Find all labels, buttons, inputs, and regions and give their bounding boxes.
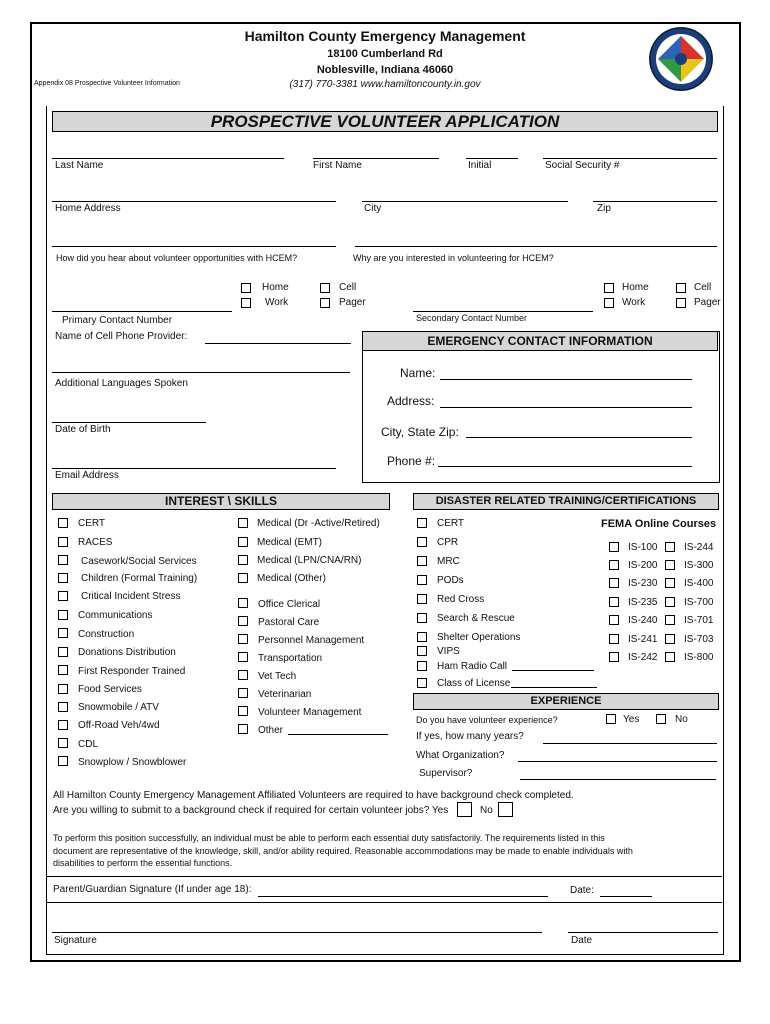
fema-course: IS-300 <box>684 560 714 571</box>
initial-line[interactable] <box>466 158 518 159</box>
zip-label: Zip <box>597 203 611 214</box>
training-checkbox[interactable] <box>417 646 427 656</box>
home-address-label: Home Address <box>55 203 121 214</box>
signature-divider-2 <box>47 902 722 903</box>
fema-course: IS-240 <box>628 615 658 626</box>
fema-course: IS-235 <box>628 597 658 608</box>
fema-checkbox[interactable] <box>609 542 619 552</box>
experience-org-line[interactable] <box>518 761 717 762</box>
zip-line[interactable] <box>593 201 717 202</box>
fema-course: IS-241 <box>628 634 658 645</box>
signature-label: Signature <box>54 935 97 946</box>
fema-checkbox[interactable] <box>665 597 675 607</box>
interest-item: Snowmobile / ATV <box>78 702 159 713</box>
fema-checkbox[interactable] <box>665 578 675 588</box>
secondary-cell-label: Cell <box>694 282 712 293</box>
experience-no-label: No <box>675 714 688 725</box>
fema-course: IS-800 <box>684 652 714 663</box>
fema-title: FEMA Online Courses <box>601 518 717 530</box>
training-title: DISASTER RELATED TRAINING/CERTIFICATIONS <box>413 493 719 510</box>
experience-supervisor-label: Supervisor? <box>419 768 473 779</box>
form-title: PROSPECTIVE VOLUNTEER APPLICATION <box>52 111 718 132</box>
interest-item: Medical (Dr -Active/Retired) <box>257 518 380 529</box>
interest-checkbox[interactable] <box>238 555 248 565</box>
first-name-line[interactable] <box>313 158 439 159</box>
fema-checkbox[interactable] <box>665 615 675 625</box>
interest-item: Medical (Other) <box>257 573 326 584</box>
training-item: Ham Radio Call <box>437 661 508 672</box>
interest-checkbox[interactable] <box>58 684 68 694</box>
signature-date-label: Date <box>571 935 593 946</box>
interest-checkbox[interactable] <box>238 616 248 626</box>
interest-item: Vet Tech <box>258 671 297 682</box>
training-item: CERT <box>437 518 465 529</box>
background-check-requirement: All Hamilton County Emergency Management Affiliated Volunteers are required to have background check completed. <box>53 790 574 801</box>
emergency-city-label: City, State Zip: <box>381 425 459 439</box>
training-checkbox[interactable] <box>417 678 427 688</box>
org-address-city: Noblesville, Indiana 46060 <box>316 64 454 76</box>
experience-yes-label: Yes <box>623 714 640 725</box>
parent-signature-line[interactable] <box>258 896 548 897</box>
org-contact: (317) 770-3381 www.hamiltoncounty.in.gov <box>289 79 481 90</box>
interest-checkbox[interactable] <box>58 720 68 730</box>
why-interested-line[interactable] <box>355 246 717 247</box>
interest-checkbox[interactable] <box>238 652 248 662</box>
interest-item: Food Services <box>78 684 142 695</box>
home-address-line[interactable] <box>52 201 336 202</box>
secondary-contact-line[interactable] <box>413 311 593 312</box>
training-checkbox[interactable] <box>417 537 427 547</box>
first-name-label: First Name <box>313 160 362 171</box>
fema-course: IS-703 <box>684 634 714 645</box>
interest-checkbox[interactable] <box>58 628 68 638</box>
interest-checkbox[interactable] <box>238 598 248 608</box>
dob-line[interactable] <box>52 422 206 423</box>
interest-item: Off-Road Veh/4wd <box>78 720 160 731</box>
training-item: MRC <box>437 556 460 567</box>
ssn-line[interactable] <box>543 158 717 159</box>
email-label: Email Address <box>55 470 119 481</box>
interest-item: Casework/Social Services <box>81 556 197 567</box>
primary-pager-checkbox[interactable] <box>320 298 330 308</box>
secondary-cell-checkbox[interactable] <box>676 283 686 293</box>
languages-line[interactable] <box>52 372 350 373</box>
fema-checkbox[interactable] <box>609 578 619 588</box>
interest-checkbox[interactable] <box>58 647 68 657</box>
interest-checkbox[interactable] <box>238 634 248 644</box>
interest-checkbox[interactable] <box>58 756 68 766</box>
last-name-label: Last Name <box>55 160 104 171</box>
secondary-work-label: Work <box>622 297 646 308</box>
fema-course: IS-701 <box>684 615 714 626</box>
ssn-label: Social Security # <box>545 160 620 171</box>
interest-skills-title: INTEREST \ SKILLS <box>52 493 390 510</box>
form-inner-border <box>46 106 724 955</box>
essential-duties-line1: To perform this position successfully, an individual must be able to perform each essential duty satisfactorily. The requirements listed in this <box>53 833 605 843</box>
interest-checkbox[interactable] <box>58 665 68 675</box>
initial-label: Initial <box>468 160 492 171</box>
emergency-contact-title: EMERGENCY CONTACT INFORMATION <box>362 331 718 351</box>
interest-item: Construction <box>78 629 135 640</box>
emergency-address-label: Address: <box>387 394 435 408</box>
training-item: VIPS <box>437 646 460 657</box>
interest-item: RACES <box>78 537 113 548</box>
county-seal-icon <box>648 26 714 92</box>
interest-item: Communications <box>78 610 153 621</box>
signature-date-line[interactable] <box>568 932 718 933</box>
class-license-line[interactable] <box>511 687 597 688</box>
secondary-work-checkbox[interactable] <box>604 298 614 308</box>
experience-question: Do you have volunteer experience? <box>416 715 558 725</box>
fema-checkbox[interactable] <box>665 542 675 552</box>
emergency-city-line[interactable] <box>466 437 692 438</box>
fema-course: IS-700 <box>684 597 714 608</box>
fema-checkbox[interactable] <box>609 560 619 570</box>
interest-item: Personnel Management <box>258 635 365 646</box>
interest-checkbox[interactable] <box>238 670 248 680</box>
experience-title: EXPERIENCE <box>413 693 719 710</box>
cell-provider-label: Name of Cell Phone Provider: <box>55 331 188 342</box>
dob-label: Date of Birth <box>55 424 111 435</box>
background-check-question: Are you willing to submit to a background check if required for certain volunteer jobs? Yes <box>53 805 449 816</box>
emergency-address-line[interactable] <box>440 407 692 408</box>
interest-item: Veterinarian <box>258 689 312 700</box>
interest-item: Critical Incident Stress <box>81 591 181 602</box>
interest-item: Volunteer Management <box>258 707 362 718</box>
interest-item: Pastoral Care <box>258 617 320 628</box>
interest-checkbox[interactable] <box>58 518 68 528</box>
fema-checkbox[interactable] <box>609 652 619 662</box>
signature-divider <box>47 876 722 877</box>
secondary-pager-label: Pager <box>694 297 721 308</box>
fema-course: IS-244 <box>684 542 714 553</box>
essential-duties-line3: disabilities to perform the essential functions. <box>53 858 233 868</box>
how-heard-label: How did you hear about volunteer opportunities with HCEM? <box>56 253 298 263</box>
background-no-label: No <box>480 805 493 816</box>
org-name: Hamilton County Emergency Management <box>244 28 526 44</box>
interest-item: Children (Formal Training) <box>81 573 198 584</box>
training-item: Search & Rescue <box>437 613 515 624</box>
fema-course: IS-200 <box>628 560 658 571</box>
cell-provider-line[interactable] <box>205 343 351 344</box>
interest-checkbox[interactable] <box>58 591 68 601</box>
primary-cell-label: Cell <box>339 282 357 293</box>
experience-org-label: What Organization? <box>416 750 505 761</box>
primary-contact-line[interactable] <box>52 311 232 312</box>
interest-item: Office Clerical <box>258 599 321 610</box>
appendix-label: Appendix 08 Prospective Volunteer Information <box>34 80 180 87</box>
email-line[interactable] <box>52 468 336 469</box>
training-checkbox[interactable] <box>417 661 427 671</box>
fema-checkbox[interactable] <box>609 615 619 625</box>
primary-pager-label: Pager <box>339 297 366 308</box>
experience-yes-checkbox[interactable] <box>606 714 616 724</box>
primary-cell-checkbox[interactable] <box>320 283 330 293</box>
primary-work-label: Work <box>265 297 289 308</box>
interest-item: Medical (LPN/CNA/RN) <box>257 555 362 566</box>
experience-no-checkbox[interactable] <box>656 714 666 724</box>
interest-item: CDL <box>78 739 99 750</box>
other-line[interactable] <box>288 734 388 735</box>
fema-course: IS-100 <box>628 542 658 553</box>
interest-checkbox[interactable] <box>58 738 68 748</box>
fema-checkbox[interactable] <box>665 652 675 662</box>
training-checkbox[interactable] <box>417 556 427 566</box>
emergency-phone-line[interactable] <box>438 466 692 467</box>
training-item: Red Cross <box>437 594 485 605</box>
background-yes-box[interactable] <box>457 802 472 817</box>
training-checkbox[interactable] <box>417 632 427 642</box>
primary-contact-label: Primary Contact Number <box>62 315 173 326</box>
city-line[interactable] <box>362 201 568 202</box>
fema-checkbox[interactable] <box>609 597 619 607</box>
emergency-name-label: Name: <box>400 366 436 380</box>
experience-years-line[interactable] <box>543 743 717 744</box>
interest-checkbox[interactable] <box>238 724 248 734</box>
secondary-contact-label: Secondary Contact Number <box>416 313 528 323</box>
last-name-line[interactable] <box>52 158 284 159</box>
interest-checkbox[interactable] <box>238 537 248 547</box>
interest-item: Donations Distribution <box>78 647 176 658</box>
why-interested-label: Why are you interested in volunteering for HCEM? <box>353 253 554 263</box>
languages-label: Additional Languages Spoken <box>55 378 188 389</box>
how-heard-line[interactable] <box>52 246 336 247</box>
essential-duties-line2: document are representative of the knowledge, skill, and/or ability required. Reasonable accommodations may be made to enable individuals with <box>53 846 633 856</box>
fema-course: IS-400 <box>684 578 714 589</box>
training-item: Class of License <box>437 678 511 689</box>
ham-radio-line[interactable] <box>512 670 594 671</box>
interest-checkbox[interactable] <box>58 537 68 547</box>
experience-supervisor-line[interactable] <box>520 779 716 780</box>
training-checkbox[interactable] <box>417 575 427 585</box>
training-checkbox[interactable] <box>417 613 427 623</box>
experience-years-label: If yes, how many years? <box>416 731 524 742</box>
interest-item: CERT <box>78 518 106 529</box>
primary-home-label: Home <box>262 282 289 293</box>
primary-work-checkbox[interactable] <box>241 298 251 308</box>
emergency-phone-label: Phone #: <box>387 454 436 468</box>
parent-date-label: Date: <box>570 885 594 896</box>
interest-item: Transportation <box>258 653 323 664</box>
interest-item: Other <box>258 725 284 736</box>
interest-checkbox[interactable] <box>238 518 248 528</box>
interest-item: Snowplow / Snowblower <box>78 757 187 768</box>
interest-checkbox[interactable] <box>58 702 68 712</box>
training-item: CPR <box>437 537 459 548</box>
parent-date-line[interactable] <box>600 896 652 897</box>
interest-checkbox[interactable] <box>58 573 68 583</box>
training-item: PODs <box>437 575 464 586</box>
signature-line[interactable] <box>52 932 542 933</box>
org-address-street: 18100 Cumberland Rd <box>327 48 443 60</box>
background-no-box[interactable] <box>498 802 513 817</box>
interest-checkbox[interactable] <box>238 573 248 583</box>
interest-checkbox[interactable] <box>238 688 248 698</box>
fema-course: IS-230 <box>628 578 658 589</box>
emergency-name-line[interactable] <box>440 379 692 380</box>
secondary-home-checkbox[interactable] <box>604 283 614 293</box>
secondary-pager-checkbox[interactable] <box>676 298 686 308</box>
fema-checkbox[interactable] <box>665 634 675 644</box>
interest-checkbox[interactable] <box>58 555 68 565</box>
secondary-home-label: Home <box>622 282 649 293</box>
training-checkbox[interactable] <box>417 594 427 604</box>
primary-home-checkbox[interactable] <box>241 283 251 293</box>
city-label: City <box>364 203 382 214</box>
parent-signature-label: Parent/Guardian Signature (If under age 18): <box>53 884 252 895</box>
fema-course: IS-242 <box>628 652 658 663</box>
fema-checkbox[interactable] <box>609 634 619 644</box>
training-item: Shelter Operations <box>437 632 521 643</box>
fema-checkbox[interactable] <box>665 560 675 570</box>
interest-checkbox[interactable] <box>58 610 68 620</box>
interest-checkbox[interactable] <box>238 706 248 716</box>
training-checkbox[interactable] <box>417 518 427 528</box>
interest-item: Medical (EMT) <box>257 537 323 548</box>
interest-item: First Responder Trained <box>78 666 186 677</box>
